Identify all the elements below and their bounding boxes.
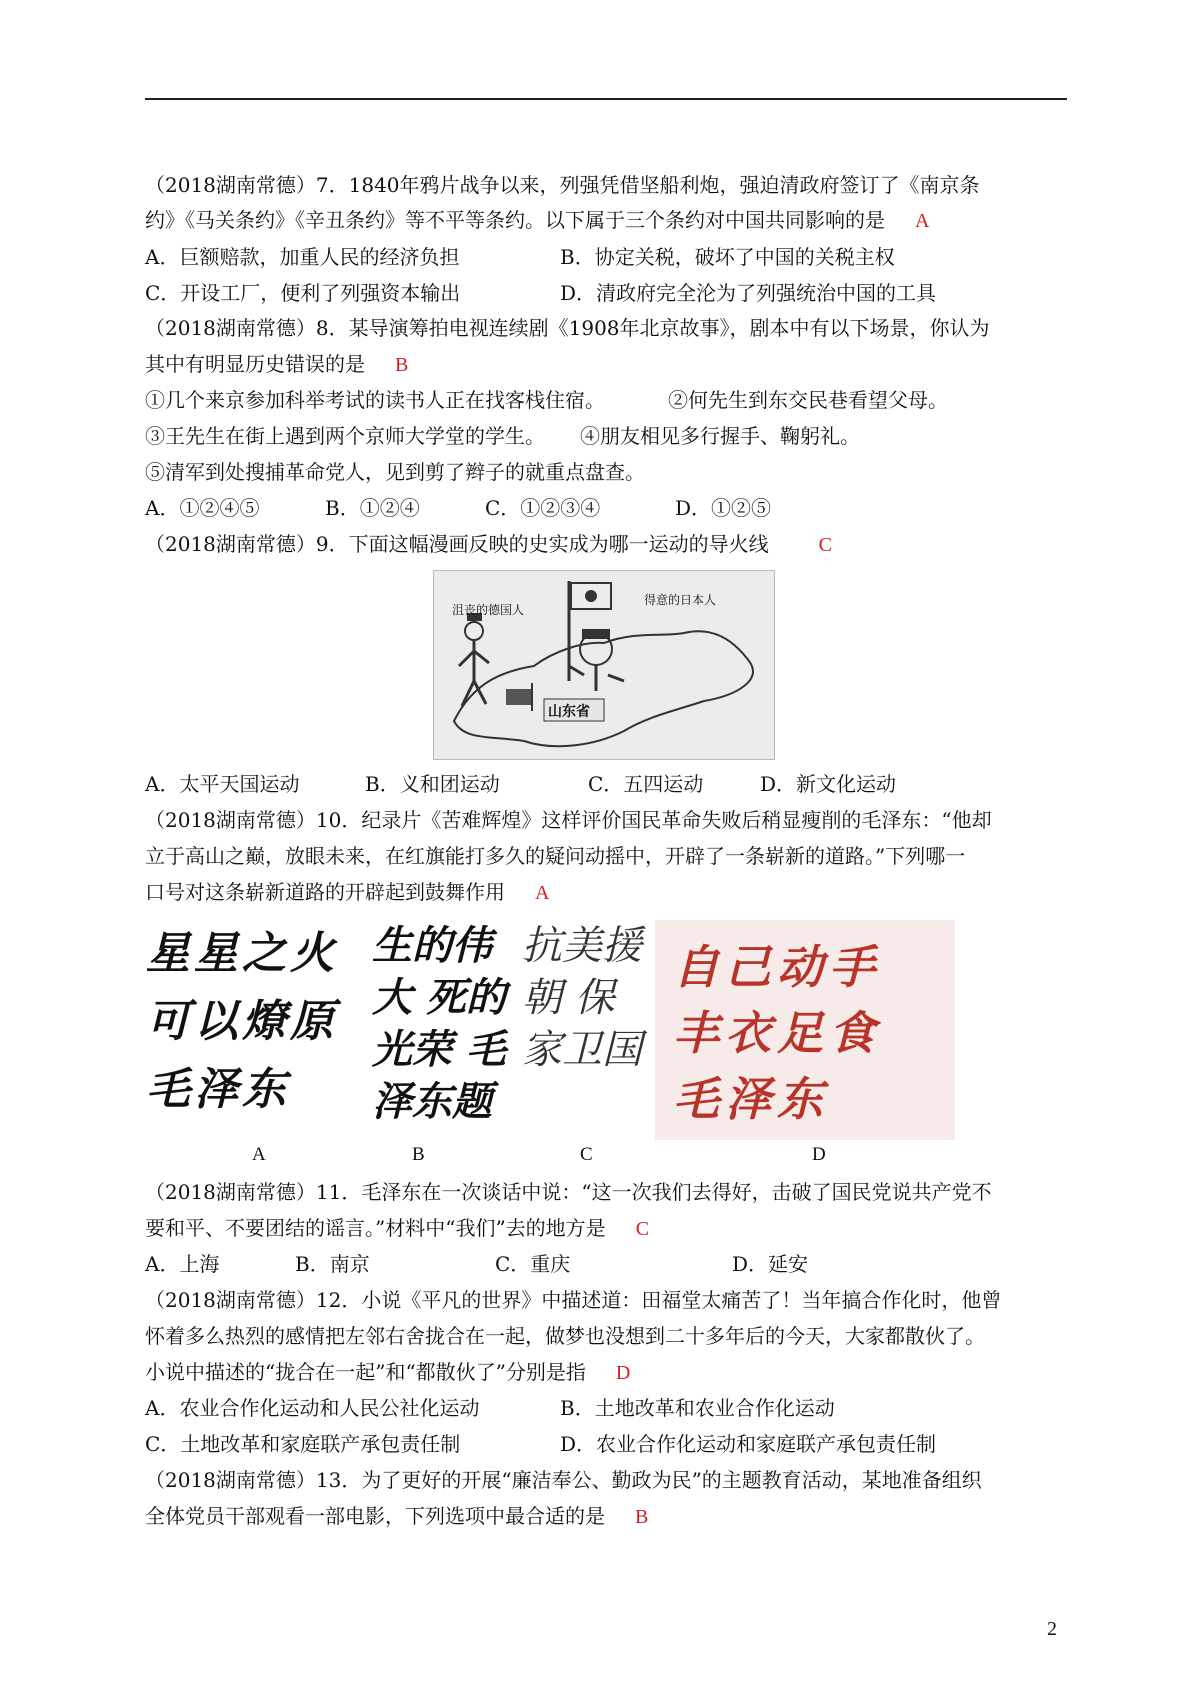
q9-stem: （2018湖南常德）9．下面这幅漫画反映的史实成为哪一运动的导火线 C — [145, 532, 832, 556]
q12-stem-line2: 怀着多么热烈的感情把左邻右舍拢合在一起，做梦也没想到二十多年后的今天，大家都散伙了。 — [145, 1324, 985, 1348]
q7-stem-line1: （2018湖南常德）7．1840年鸦片战争以来，列强凭借坚船利炮，强迫清政府签订了《南京条 — [145, 173, 980, 197]
q8-option-b: B．①②④ — [325, 496, 420, 520]
q11-option-c: C．重庆 — [495, 1252, 571, 1276]
page-number: 2 — [1047, 1618, 1057, 1640]
q7-option-b: B．协定关税，破坏了中国的关税主权 — [560, 245, 895, 269]
q8-scene-1: ①几个来京参加科举考试的读书人正在找客栈住宿。 — [145, 388, 605, 412]
q7-option-a: A．巨额赔款，加重人民的经济负担 — [145, 245, 460, 269]
q7-option-d: D．清政府完全沦为了列强统治中国的工具 — [560, 281, 937, 305]
q9-option-a: A．太平天国运动 — [145, 772, 300, 796]
q9-option-b: B．义和团运动 — [365, 772, 500, 796]
q8-option-d: D．①②⑤ — [675, 496, 772, 520]
q12-option-a: A．农业合作化运动和人民公社化运动 — [145, 1396, 480, 1420]
q7-option-c: C．开设工厂，便利了列强资本输出 — [145, 281, 461, 305]
q11-stem-line1: （2018湖南常德）11．毛泽东在一次谈话中说：“这一次我们去得好，击破了国民党说共产党不 — [145, 1180, 992, 1204]
q12-stem-line1: （2018湖南常德）12．小说《平凡的世界》中描述道：田福堂太痛苦了！当年搞合作化时，他曾 — [145, 1288, 1002, 1312]
q11-option-d: D．延安 — [732, 1252, 809, 1276]
q9-cartoon — [433, 570, 775, 760]
q11-option-a: A．上海 — [145, 1252, 220, 1276]
q13-answer: B — [635, 1506, 649, 1528]
q9-option-c: C．五四运动 — [588, 772, 704, 796]
q11-answer: C — [635, 1218, 650, 1240]
q10-stem-line1: （2018湖南常德）10．纪录片《苦难辉煌》这样评价国民革命失败后稍显瘦削的毛泽东：“他却 — [145, 808, 992, 832]
q8-stem-line1: （2018湖南常德）8．某导演筹拍电视连续剧《1908年北京故事》，剧本中有以下场景，你认为 — [145, 316, 990, 340]
cartoon-label-japanese: 得意的日本人 — [644, 593, 717, 607]
calligraphy-label-d: D — [812, 1144, 826, 1165]
q11-stem-line2: 要和平、不要团结的谣言。”材料中“我们”去的地方是 C — [145, 1216, 650, 1240]
q12-answer: D — [615, 1362, 631, 1384]
q8-option-a: A．①②④⑤ — [145, 496, 260, 520]
q10-stem-line2: 立于高山之巅，放眼未来，在红旗能打多久的疑问动摇中，开辟了一条崭新的道路。”下列哪一 — [145, 844, 966, 868]
calligraphy-d: 自己动手 丰衣足食 毛泽东 — [655, 920, 955, 1140]
q9-option-d: D．新文化运动 — [760, 772, 897, 796]
q11-option-b: B．南京 — [295, 1252, 370, 1276]
q10-stem-line3: 口号对这条崭新道路的开辟起到鼓舞作用 A — [145, 880, 550, 904]
q8-answer: B — [395, 354, 409, 376]
q12-stem-line3: 小说中描述的“拢合在一起”和“都散伙了”分别是指 D — [145, 1360, 631, 1384]
cartoon-label-shandong: 山东省 — [548, 704, 590, 720]
calligraphy-a: 星星之火 可以燎原 毛泽东 — [146, 928, 338, 1115]
calligraphy-label-a: A — [252, 1144, 266, 1165]
q8-scene-4: ④朋友相见多行握手、鞠躬礼。 — [580, 424, 860, 448]
q12-option-d: D．农业合作化运动和家庭联产承包责任制 — [560, 1432, 937, 1456]
calligraphy-label-b: B — [412, 1144, 425, 1165]
q13-stem-line1: （2018湖南常德）13．为了更好的开展“廉洁奉公、勤政为民”的主题教育活动，某地准备组织 — [145, 1468, 982, 1492]
q12-option-b: B．土地改革和农业合作化运动 — [560, 1396, 835, 1420]
q7-stem-line2: 约》《马关条约》《辛丑条约》等不平等条约。以下属于三个条约对中国共同影响的是 A — [145, 208, 930, 232]
cartoon-label-german: 沮丧的德国人 — [452, 603, 525, 617]
q8-scene-2: ②何先生到东交民巷看望父母。 — [668, 388, 948, 412]
q9-answer: C — [818, 534, 832, 556]
q10-answer: A — [535, 882, 550, 904]
q8-stem-line2: 其中有明显历史错误的是 B — [145, 352, 409, 376]
q7-answer: A — [915, 210, 930, 232]
calligraphy-label-c: C — [580, 1144, 593, 1165]
calligraphy-b: 生的伟大 死的光荣 毛泽东题 — [372, 922, 506, 1125]
q13-stem-line2: 全体党员干部观看一部电影，下列选项中最合适的是 B — [145, 1504, 649, 1528]
header-rule — [145, 98, 1067, 100]
q12-option-c: C．土地改革和家庭联产承包责任制 — [145, 1432, 461, 1456]
calligraphy-c: 抗美援朝 保家卫国 — [522, 923, 642, 1073]
q8-scene-3: ③王先生在街上遇到两个京师大学堂的学生。 — [145, 424, 545, 448]
q8-option-c: C．①②③④ — [485, 496, 601, 520]
q8-scene-5: ⑤清军到处搜捕革命党人，见到剪了辫子的就重点盘查。 — [145, 460, 645, 484]
cartoon-drawing — [434, 571, 774, 759]
